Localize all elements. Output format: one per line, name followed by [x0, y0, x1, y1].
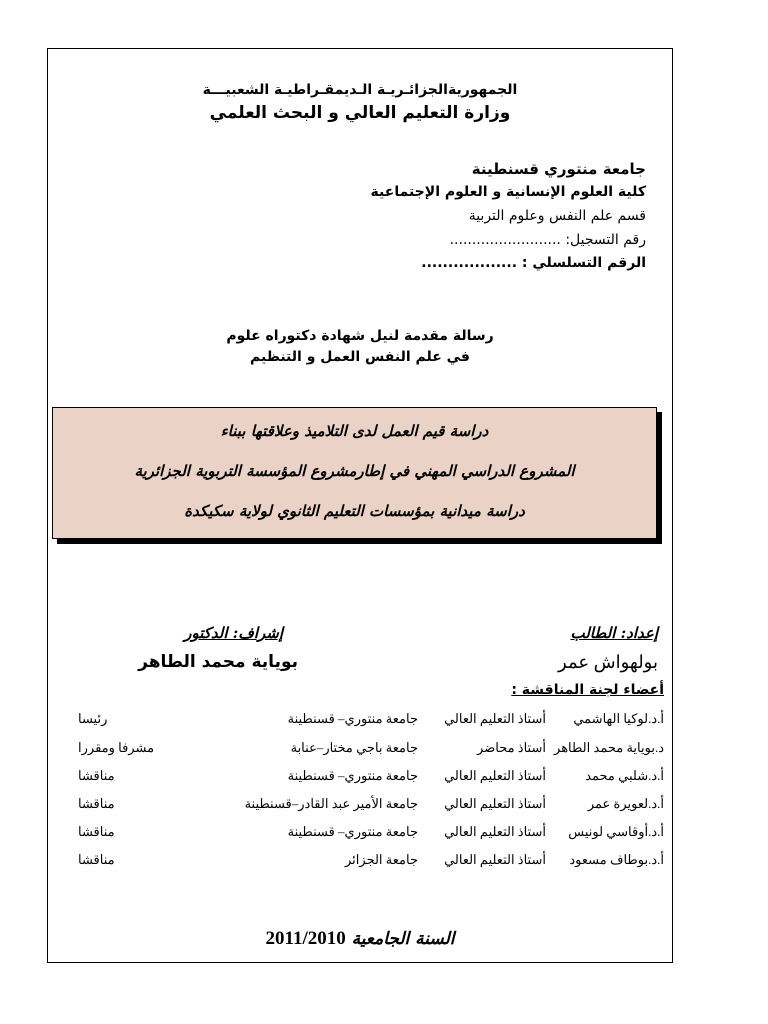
- member-university: جامعة الجزائر: [345, 852, 418, 867]
- title-line-3: دراسة ميدانية بمؤسسات التعليم الثانوي لولاية سكيكدة: [184, 502, 525, 520]
- member-name: أ.د.أوقاسي لونيس: [568, 824, 664, 839]
- academic-year-value: 2011/2010: [265, 928, 346, 949]
- title-line-2: المشروع الدراسي المهني في إطارمشروع المؤسسة التربوية الجزائرية: [134, 462, 575, 480]
- member-university: جامعة باجي مختار–عنابة: [290, 740, 418, 755]
- member-university: جامعة الأمير عبد القادر–قسنطينة: [244, 796, 418, 811]
- member-role: مناقشا: [78, 852, 115, 867]
- student-label: إعداد: الطالب: [570, 624, 658, 642]
- committee-row: [60, 824, 664, 844]
- thesis-line-2: في علم النفس العمل و التنظيم: [250, 349, 470, 365]
- republic-heading: الجمهوريةالجزائـريـة الـديمقـراطيـة الشعبيـــة: [202, 82, 518, 98]
- member-rank: أستاذ التعليم العالي: [444, 824, 546, 839]
- member-university: جامعة منتوري– قسنطينة: [287, 711, 418, 726]
- member-name: أ.د.بوطاف مسعود: [569, 852, 664, 867]
- title-line-1: دراسة قيم العمل لدى التلاميذ وعلاقتها ببناء: [220, 422, 489, 440]
- supervisor-name: بوياية محمد الطاهر: [138, 652, 298, 672]
- member-role: مناقشا: [78, 796, 115, 811]
- faculty-name: كلية العلوم الإنسانية و العلوم الإجتماعية: [370, 184, 646, 200]
- serial-number: الرقم التسلسلي : ..................: [421, 255, 646, 271]
- member-rank: أستاذ التعليم العالي: [444, 796, 546, 811]
- member-role: مناقشا: [78, 824, 115, 839]
- committee-row: [60, 796, 664, 816]
- member-role: مشرفا ومقررا: [78, 740, 155, 755]
- member-university: جامعة منتوري– قسنطينة: [287, 824, 418, 839]
- committee-row: [60, 711, 664, 731]
- member-name: أ.د.شلبي محمد: [585, 768, 664, 783]
- thesis-line-1: رسالة مقدمة لنيل شهادة دكتوراه علوم: [226, 328, 494, 344]
- member-rank: أستاذ التعليم العالي: [444, 852, 546, 867]
- member-role: مناقشا: [78, 768, 115, 783]
- thesis-title-box: [52, 407, 657, 539]
- academic-year-label: السنة الجامعية: [351, 929, 455, 949]
- committee-heading: أعضاء لجنة المناقشة :: [511, 682, 664, 698]
- academic-year: [250, 928, 470, 950]
- committee-row: [60, 852, 664, 872]
- member-name: أ.د.لوكيا الهاشمي: [573, 711, 664, 726]
- university-name: جامعة منتوري قسنطينة: [471, 160, 646, 178]
- member-name: أ.د.لعويرة عمر: [587, 796, 664, 811]
- ministry-heading: وزارة التعليم العالي و البحث العلمي: [209, 103, 511, 123]
- department-name: قسم علم النفس وعلوم التربية: [468, 208, 646, 224]
- member-rank: أستاذ التعليم العالي: [444, 768, 546, 783]
- student-name: بولهواش عمر: [558, 652, 658, 672]
- committee-row: [60, 740, 664, 760]
- committee-row: [60, 768, 664, 788]
- member-name: د.بوياية محمد الطاهر: [554, 740, 664, 755]
- registration-number: رقم التسجيل: .........................: [449, 232, 646, 248]
- member-rank: أستاذ محاضر: [477, 740, 546, 755]
- member-university: جامعة منتوري– قسنطينة: [287, 768, 418, 783]
- member-role: رئيسا: [78, 711, 108, 726]
- member-rank: أستاذ التعليم العالي: [444, 711, 546, 726]
- supervisor-label: إشراف: الدكتور: [184, 624, 283, 642]
